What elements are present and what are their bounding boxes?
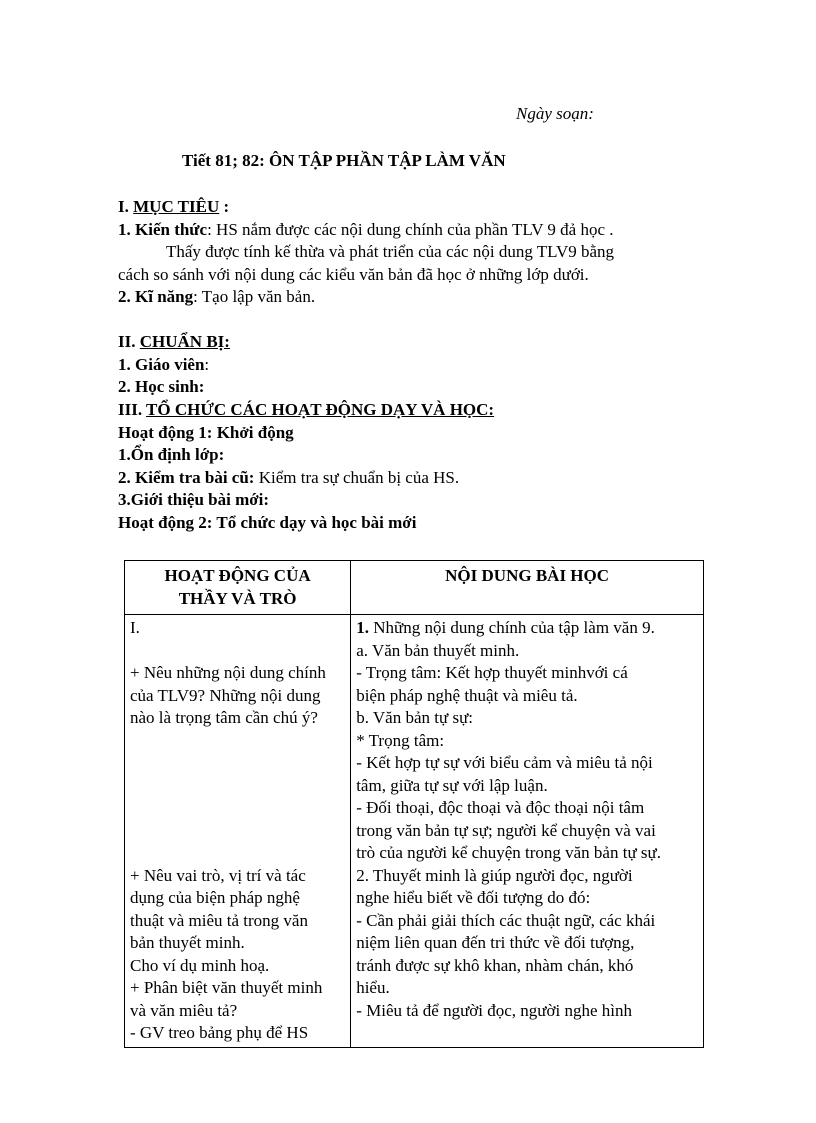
- content-cell: 1. Những nội dung chính của tập làm văn 9. a. Văn bản thuyết minh. - Trọng tâm: Kết hợp thuyết minhvới cá biện pháp nghệ thuật và miêu tả. b. Văn bản tự sự: * Trọng tâm: - Kết hợp tự sự với biểu cảm và miêu tả nội tâm, giữa tự sự với lập luận. - Đối thoại, độc thoại và độc thoại nội tâm trong văn bản tự sự; người kể chuyện và vai trò của người kể chuyện trong văn bản tự sự. 2. Thuyết minh là giúp người đọc, người nghe hiểu biết về đối tượng do đó: - Cần phải giải thích các thuật ngữ, các khái niệm liên quan đến tri thức về đối tượng, tránh được sự khô khan, nhàm chán, khó hiểu. - Miêu tả để người đọc, người nghe hình: [351, 615, 704, 1048]
- objectives-heading: I. MỤC TIÊU :: [118, 197, 230, 216]
- student-line: 2. Học sinh:: [118, 377, 205, 396]
- section-activities: [118, 399, 708, 534]
- knowledge-line-3: cách so sánh với nội dung các kiểu văn bản đã học ở những lớp dưới.: [118, 264, 589, 284]
- check-line: 2. Kiểm tra bài cũ: Kiểm tra sự chuẩn bị của HS.: [118, 467, 460, 487]
- skill-line: 2. Kĩ năng: Tạo lập văn bản.: [118, 287, 316, 306]
- section-preparation: [118, 331, 708, 399]
- preparation-heading: II. CHUẨN BỊ:: [118, 332, 230, 351]
- knowledge-line-2: Thấy được tính kế thừa và phát triển của các nội dung TLV9 bằng: [166, 242, 615, 261]
- knowledge-line: 1. Kiến thức: HS nắm được các nội dung chính của phần TLV 9 đả học .: [118, 219, 614, 239]
- teacher-line: 1. Giáo viên:: [118, 354, 210, 374]
- teacher-student-header: HOẠT ĐỘNG CỦA THẦY VÀ TRÒ: [125, 561, 351, 615]
- stabilize-line: 1.Ổn định lớp:: [118, 445, 225, 464]
- activities-heading: III. TỔ CHỨC CÁC HOẠT ĐỘNG DẠY VÀ HỌC:: [118, 400, 495, 419]
- table-header-row: [125, 561, 704, 615]
- lesson-table: [124, 560, 704, 1048]
- table-row: [125, 615, 704, 1048]
- lesson-content-header: NỘI DUNG BÀI HỌC: [351, 561, 704, 615]
- activity-1-line: Hoạt động 1: Khởi động: [118, 422, 294, 442]
- activity-2-line: Hoạt động 2: Tổ chức dạy và học bài mới: [118, 512, 417, 532]
- section-objectives: [118, 196, 708, 309]
- intro-line: 3.Giới thiệu bài mới:: [118, 490, 270, 509]
- activity-cell: I. + Nêu những nội dung chính của TLV9? Những nội dung nào là trọng tâm cần chú ý? + Nêu vai trò, vị trí và tác dụng của biện pháp nghệ thuật và miêu tả trong văn bản thuyết minh. Cho ví dụ minh hoạ. + Phân biệt văn thuyết minh và văn miêu tả? - GV treo bảng phụ để HS: [125, 615, 351, 1048]
- date-label: Ngày soạn:: [516, 104, 594, 123]
- lesson-title: Tiết 81; 82: ÔN TẬP PHẦN TẬP LÀM VĂN: [182, 151, 506, 170]
